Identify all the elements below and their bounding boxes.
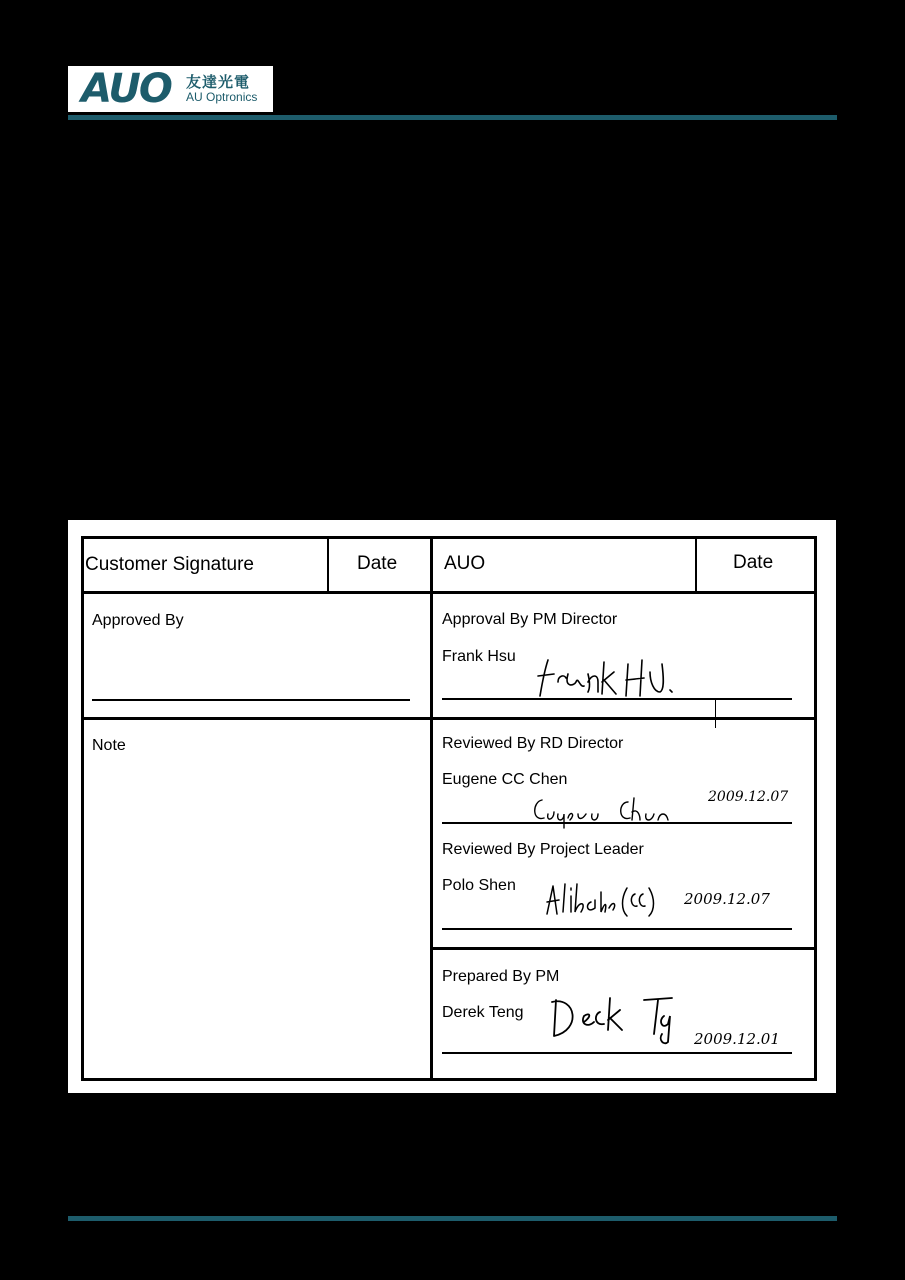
polo-shen-name: Polo Shen xyxy=(442,877,516,894)
reviewed-rd-director-label: Reviewed By RD Director xyxy=(442,735,624,752)
center-divider xyxy=(430,536,433,1078)
eugene-sign-date: 2009.12.07 xyxy=(708,789,789,805)
customer-signature-header: Customer Signature xyxy=(85,554,254,575)
customer-date-header: Date xyxy=(357,553,398,574)
prepared-by-pm-label: Prepared By PM xyxy=(442,968,560,985)
frank-hsu-signature xyxy=(536,652,676,702)
auo-logo-mark: AUO xyxy=(81,66,171,112)
footer-rule xyxy=(68,1216,837,1221)
derek-teng-signature xyxy=(548,990,688,1046)
tick-mark xyxy=(715,700,716,728)
reviewed-project-leader-line xyxy=(442,928,792,930)
reviewed-project-leader-label: Reviewed By Project Leader xyxy=(442,841,644,858)
derek-sign-date: 2009.12.01 xyxy=(694,1030,780,1048)
signature-sheet xyxy=(68,520,836,1093)
approval-pm-director-label: Approval By PM Director xyxy=(442,611,618,628)
approval-row-divider xyxy=(81,717,814,720)
polo-shen-signature xyxy=(543,878,658,920)
logo-chinese-name: 友達光電 xyxy=(186,72,251,91)
frank-hsu-name: Frank Hsu xyxy=(442,648,516,665)
right-date-divider xyxy=(695,536,697,593)
header-row-divider xyxy=(81,591,814,594)
polo-sign-date: 2009.12.07 xyxy=(684,890,770,908)
prepared-by-pm-line xyxy=(442,1052,792,1054)
auo-logo xyxy=(68,66,273,112)
reviewed-rd-line xyxy=(442,822,792,824)
approved-by-line xyxy=(92,699,410,701)
logo-english-name: AU Optronics xyxy=(186,89,258,104)
review-row-divider xyxy=(430,947,814,950)
header-rule xyxy=(68,115,837,120)
left-date-divider xyxy=(327,536,329,593)
auo-header: AUO xyxy=(444,553,486,574)
approved-by-label: Approved By xyxy=(92,612,184,629)
eugene-chen-name: Eugene CC Chen xyxy=(442,771,568,788)
note-label: Note xyxy=(92,737,126,754)
logo-text xyxy=(186,72,258,104)
derek-teng-name: Derek Teng xyxy=(442,1004,524,1021)
auo-date-header: Date xyxy=(733,552,774,573)
approval-pm-line xyxy=(442,698,792,700)
